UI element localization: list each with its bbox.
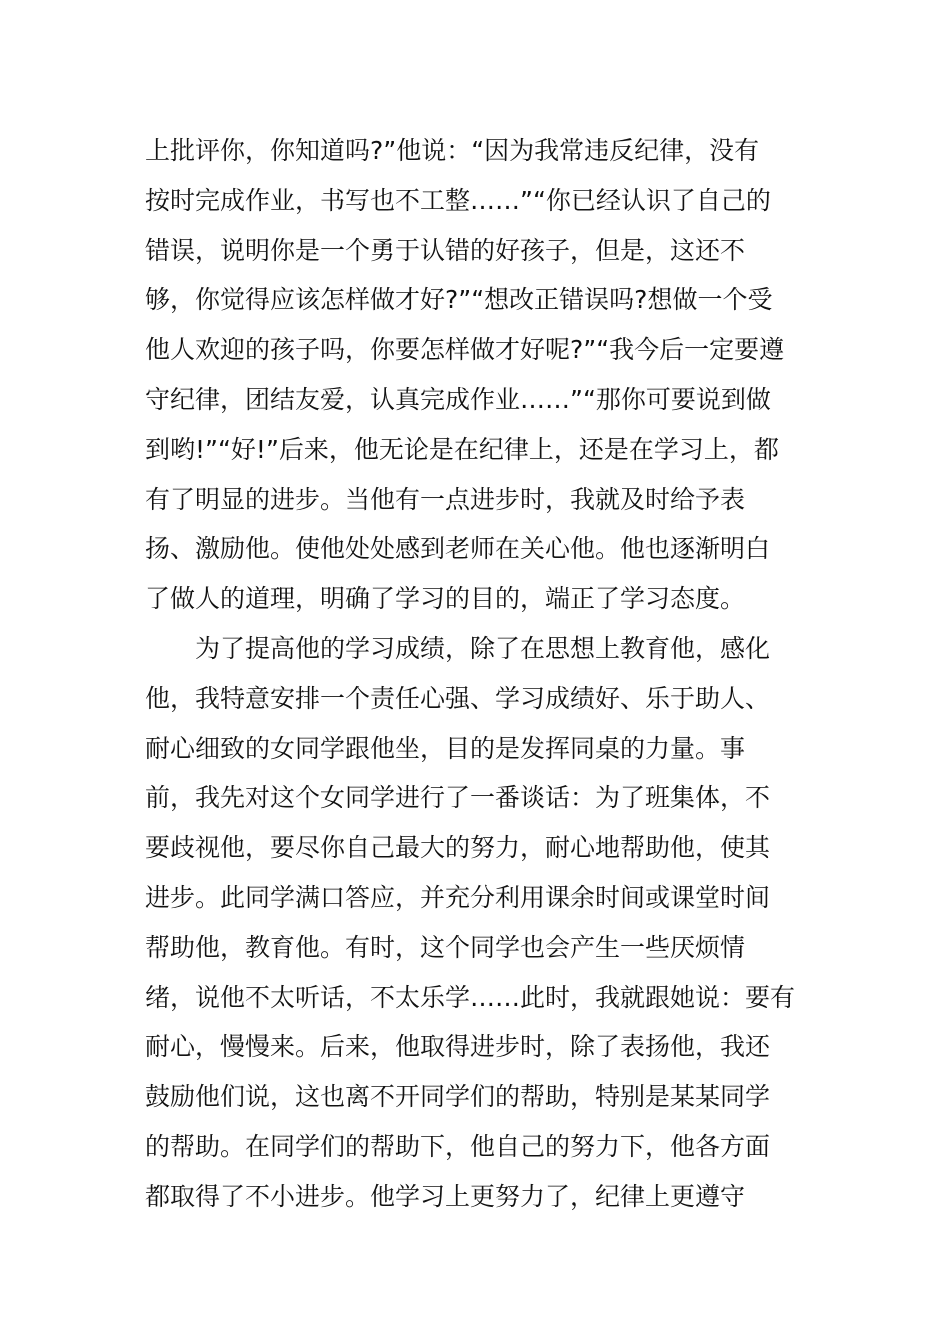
text-line: 要歧视他，要尽你自己最大的努力，耐心地帮助他，使其 — [145, 833, 771, 863]
paragraph-first-line: 为了提高他的学习成绩，除了在思想上教育他，感化 — [195, 633, 771, 663]
text-line: 耐心，慢慢来。后来，他取得进步时，除了表扬他，我还 — [145, 1032, 771, 1062]
text-line: 帮助他，教育他。有时，这个同学也会产生一些厌烦情 — [145, 932, 746, 962]
text-line: 绪，说他不太听话，不太乐学……此时，我就跟她说：要有 — [145, 982, 796, 1012]
body-text — [145, 126, 810, 1222]
text-line: 的帮助。在同学们的帮助下，他自己的努力下，他各方面 — [145, 1131, 771, 1161]
text-line: 错误，说明你是一个勇于认错的好孩子，但是，这还不 — [145, 235, 746, 265]
text-line: 按时完成作业，书写也不工整……”“你已经认识了自己的 — [145, 185, 771, 215]
text-line: 守纪律，团结友爱，认真完成作业……”“那你可要说到做 — [145, 384, 771, 414]
text-line: 前，我先对这个女同学进行了一番谈话：为了班集体，不 — [145, 783, 771, 813]
text-line: 上批评你，你知道吗?”他说：“因为我常违反纪律，没有 — [145, 136, 760, 165]
text-line: 有了明显的进步。当他有一点进步时，我就及时给予表 — [145, 484, 746, 514]
text-line: 耐心细致的女同学跟他坐，目的是发挥同桌的力量。事 — [145, 733, 746, 763]
text-line: 鼓励他们说，这也离不开同学们的帮助，特别是某某同学 — [145, 1082, 771, 1112]
text-line: 扬、激励他。使他处处感到老师在关心他。他也逐渐明白 — [145, 534, 771, 564]
text-line: 进步。此同学满口答应，并充分利用课余时间或课堂时间 — [145, 882, 771, 912]
text-line: 够，你觉得应该怎样做才好?”“想改正错误吗?想做一个受 — [145, 285, 773, 315]
text-line: 了做人的道理，明确了学习的目的，端正了学习态度。 — [145, 584, 746, 614]
text-line: 到哟!”“好!”后来，他无论是在纪律上，还是在学习上，都 — [145, 434, 779, 464]
text-line: 都取得了不小进步。他学习上更努力了，纪律上更遵守 — [145, 1181, 746, 1211]
text-line: 他，我特意安排一个责任心强、学习成绩好、乐于助人、 — [145, 683, 771, 713]
text-line: 他人欢迎的孩子吗，你要怎样做才好呢?”“我今后一定要遵 — [145, 335, 785, 365]
